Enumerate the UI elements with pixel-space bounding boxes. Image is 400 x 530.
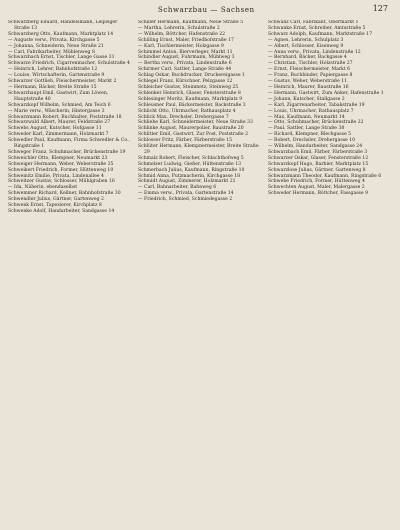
directory-entry: Schwarzmann Robert, Buchhalter, Poststraße 18 xyxy=(8,114,122,120)
directory-entry: — Franz, Buchbinder, Papiergasse 8 xyxy=(268,73,353,79)
directory-entry: Schwarzlose Julius, Gärtner, Gartenweg 8 xyxy=(268,167,366,173)
directory-entry: Schwarzbach Ernst, Tischler, Lange Gasse 31 xyxy=(8,55,115,61)
page-header xyxy=(8,4,392,18)
directory-entry: — Wilhelm, Böttcher, Hafenstraße 22 xyxy=(138,31,226,37)
directory-entry: — Auguste verw., Privata, Kirchgasse 5 xyxy=(8,37,100,43)
directory-entry: Schwarzer Gottlieb, Fleischermeister, Markt 2 xyxy=(8,79,117,85)
directory-entry: Schilling Ernst, Maler, Friedhofstraße 17 xyxy=(138,37,234,43)
directory-entry: Schwarzkopf Wilhelm, Schmied, Am Teich 6 xyxy=(8,102,111,108)
directory-entry: Schlesinger Moritz, Kaufmann, Marktplatz 9 xyxy=(138,96,243,102)
directory-entry: Schlitter Emil, Gastwirt, Zur Post, Poststraße 2 xyxy=(138,132,249,138)
directory-entry: Schlenker Heinrich, Glaser, Fensterstraße 8 xyxy=(138,90,241,96)
directory-entry: — Martha, Lehrerin, Schulstraße 2 xyxy=(138,25,220,31)
directory-entry: Schwedler Paul, Kaufmann, Firma Schwedler & Co., Ringstraße 1 xyxy=(8,138,131,150)
directory-entry: Schwarze Friedrich, Cigarrenmacher, Schulstraße 4 xyxy=(8,61,130,67)
directory-entry: — Heinrich, Lehrer, Bahnhofstraße 12 xyxy=(8,67,98,73)
directory-entry: — Robert, Drechsler, Drehergasse 10 xyxy=(268,138,356,144)
directory-entry: — Richard, Klempner, Blechgasse 5 xyxy=(268,132,352,138)
directory-entry: Schweikert Friedrich, Former, Hüttenweg 10 xyxy=(8,167,114,173)
directory-entry: Schwarzkopf Hugo, Barbier, Marktplatz 15 xyxy=(268,161,369,167)
directory-entry: Schwarzwald Albert, Maurer, Feldstraße 27 xyxy=(8,120,111,126)
directory-entry: — Louise, Wirtschafterin, Gartenstraße 9 xyxy=(8,73,105,79)
directory-entry: Schweinitz Emilie, Privata, Lindenallee 4 xyxy=(8,173,104,179)
column-right xyxy=(268,20,392,215)
directory-entry: — Christian, Tischler, Holzstraße 27 xyxy=(268,61,353,67)
directory-entry: Schweder Hermann, Böttcher, Fassgasse 9 xyxy=(268,191,369,197)
directory-entry: Schirmer Carl, Sattler, Lange Straße 44 xyxy=(138,67,232,73)
directory-entry: Schwarzberg Otto, Kaufmann, Marktplatz 14 xyxy=(8,31,114,37)
directory-entry: — Louis, Uhrmacher, Rathausplatz 7 xyxy=(268,108,354,114)
directory-entry: Schwendler Julius, Gärtner, Gartenweg 2 xyxy=(8,197,104,203)
directory-entry: Schmerbach Julius, Kaufmann, Ringstraße 10 xyxy=(138,167,245,173)
directory-entry: — Johann, Kutscher, Stallgasse 2 xyxy=(268,96,345,102)
directory-entry: Schindler August, Fuhrmann, Mühlweg 3 xyxy=(138,55,235,61)
directory-entry: — Albert, Schlosser, Eisenweg 9 xyxy=(268,43,344,49)
column-middle xyxy=(138,20,262,215)
directory-entry: — Hermann, Bäcker, Breite Straße 15 xyxy=(8,84,97,90)
directory-entry: Schweiger Hermann, Weber, Weberstraße 35 xyxy=(8,161,114,167)
directory-entry: — Carl, Fabrikarbeiter, Mühlenweg 8 xyxy=(8,49,95,55)
directory-entry: Schlegel Franz, Kürschner, Pelzgasse 12 xyxy=(138,79,233,85)
directory-entry: — Emma verw., Privata, Gartenstraße 14 xyxy=(138,191,234,197)
directory-entry: Schwarzberg Eduard, Handelsmann, Leipziger Straße 13 xyxy=(8,20,118,31)
directory-entry: — Marie verw., Wäscherin, Hintergasse 3 xyxy=(8,108,105,114)
directory-entry: Schweichler Otto, Klempner, Neumarkt 23 xyxy=(8,155,108,161)
directory-entry: — Friedrich, Schmied, Schmiedegasse 2 xyxy=(138,197,233,203)
directory-entry: — Wilhelm, Handarbeiter, Sandgasse 24 xyxy=(268,144,363,150)
directory-entry: — Paul, Sattler, Lange Straße 38 xyxy=(268,126,345,132)
directory-entry: Schlüter Hermann, Klempnermeister, Breite Straße 29 xyxy=(138,144,259,155)
directory-entry: Schliebe Karl, Schneidermeister, Neue Straße 33 xyxy=(138,120,253,126)
directory-entry: Schiller Hermann, Kaufmann, Neue Straße 5 xyxy=(138,20,244,25)
directory-entry: — Bernhard, Bäcker, Backgasse 4 xyxy=(268,55,347,61)
directory-entry: Schwarz Adolph, Kaufmann, Marktstraße 17 xyxy=(268,31,372,37)
directory-entry: — Agnes, Lehrerin, Schulplatz 3 xyxy=(268,37,344,43)
directory-entry: Schwarzhaupt Emil, Gastwirt, Zum Löwen, Hauptstraße 40 xyxy=(8,90,109,102)
directory-entry: Schlag Oskar, Buchdrucker, Druckereigasse 1 xyxy=(138,73,245,79)
directory-entry: Schwenke Adolf, Handarbeiter, Sandgasse 14 xyxy=(8,209,115,214)
directory-entry: Schwemmer Richard, Kellner, Bahnhofstraße 30 xyxy=(8,191,121,197)
directory-entry: Schweitzer Gustav, Schlosser, Mühlgraben 16 xyxy=(8,179,115,185)
directory-entry: — Gustav, Weber, Weberstraße 11 xyxy=(268,79,348,85)
directory-entry: — Bertha verw., Privata, Lindenstraße 6 xyxy=(138,61,232,67)
directory-entry: Schwanz Carl, Fabrikant, Obermarkt 1 xyxy=(268,20,359,25)
directory-entry: Schleusner Paul, Bäckermeister, Backstraße 3 xyxy=(138,102,246,108)
directory-entry: Schmalz Robert, Fleischer, Schlachthofweg 5 xyxy=(138,155,244,161)
directory-entry: Schlinke August, Maurerpolier, Baustraße 20 xyxy=(138,126,244,132)
directory-entry: Schlosser Fritz, Färber, Färberstraße 15 xyxy=(138,138,233,144)
directory-entry: Schweger Franz, Schuhmacher, Brückenstraße 19 xyxy=(8,149,126,155)
directory-entry: — Heinrich, Maurer, Baustraße 16 xyxy=(268,84,349,90)
directory-entry: — Max, Kaufmann, Neumarkt 14 xyxy=(268,114,345,120)
directory-columns xyxy=(8,20,392,215)
directory-entry: Schweder Karl, Zimmermann, Holzmarkt 7 xyxy=(8,132,109,138)
directory-entry: — Ernst, Fleischermeister, Markt 6 xyxy=(268,67,351,73)
directory-entry: Schmelzer Ludwig, Gießer, Hüttenstraße 13 xyxy=(138,161,242,167)
directory-entry: Schlicht Otto, Uhrmacher, Rathausplatz 4 xyxy=(138,108,236,114)
directory-entry: Schwebs August, Kutscher, Hofgasse 11 xyxy=(8,126,102,132)
directory-entry: Schwarzmann Theodor, Kaufmann, Ringstraße 6 xyxy=(268,173,382,179)
directory-entry: Schimmel Anton, Bierverleger, Markt 11 xyxy=(138,49,233,55)
directory-entry: — Johanna, Schneiderin, Neue Straße 21 xyxy=(8,43,104,49)
directory-entry: — Karl, Tischlermeister, Holzgasse 9 xyxy=(138,43,224,49)
directory-entry: Schwenk Ernst, Tapezierer, Kirchplatz 8 xyxy=(8,203,102,209)
directory-entry: Schwebe Friedrich, Former, Hüttenweg 4 xyxy=(268,179,365,185)
directory-entry: Schwarzbach Emil, Färber, Färberstraße 3 xyxy=(268,149,368,155)
directory-entry: — Anna verw., Privata, Lindenstraße 12 xyxy=(268,49,361,55)
directory-entry: Schwanke Ernst, Schreiber, Amtsstraße 5 xyxy=(268,25,366,31)
directory-entry: — Carl, Bahnarbeiter, Bahnweg 6 xyxy=(138,185,217,191)
directory-entry: Schwarzer Oskar, Glaser, Fensterstraße 12 xyxy=(268,155,369,161)
directory-entry: — Hermann, Gastwirt, Zum Anker, Hafenstraße 1 xyxy=(268,90,384,96)
directory-entry: Schwechten August, Maler, Malergasse 2 xyxy=(268,185,365,191)
directory-entry: Schleicher Gustav, Steinmetz, Steinweg 25 xyxy=(138,84,239,90)
running-header: Schwarzbau — Sachsen xyxy=(158,6,255,14)
directory-entry: Schlick Max, Drechsler, Drehergasse 7 xyxy=(138,114,229,120)
directory-entry: Schmidt August, Zimmerer, Holzmarkt 21 xyxy=(138,179,236,185)
directory-entry: — Otto, Schuhmacher, Brückenstraße 22 xyxy=(268,120,364,126)
directory-entry: — Karl, Zigarrenarbeiter, Tabakstraße 19 xyxy=(268,102,365,108)
directory-entry: Schmid Anna, Putzmacherin, Kirchgasse 18 xyxy=(138,173,241,179)
column-left xyxy=(8,20,132,215)
page-number: 127 xyxy=(372,4,388,13)
directory-entry: — Ida, Näherin, ebendaselbst xyxy=(8,185,78,191)
